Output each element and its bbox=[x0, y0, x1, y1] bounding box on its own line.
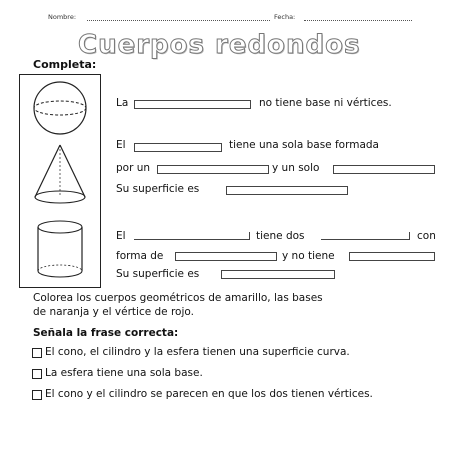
cono-line1-pre: El bbox=[116, 139, 126, 151]
cilindro-line1-mid: tiene dos bbox=[256, 230, 305, 242]
cilindro-line2-mid: y no tiene bbox=[282, 250, 335, 262]
completa-heading: Completa: bbox=[33, 58, 97, 71]
cono-blank-3[interactable] bbox=[333, 165, 435, 174]
fecha-field[interactable] bbox=[304, 14, 412, 21]
figures-panel bbox=[19, 74, 101, 288]
cono-line3-pre: Su superficie es bbox=[116, 183, 200, 195]
nombre-label: Nombre: bbox=[48, 13, 77, 21]
cilindro-blank-1[interactable] bbox=[134, 232, 250, 240]
cono-blank-4[interactable] bbox=[226, 186, 348, 195]
cilindro-line1-pre: El bbox=[116, 230, 126, 242]
cilindro-blank-5[interactable] bbox=[221, 270, 335, 279]
option-2-checkbox[interactable] bbox=[32, 369, 42, 379]
option-1-text: El cono, el cilindro y la esfera tienen una superficie curva. bbox=[45, 346, 350, 358]
cilindro-line3-pre: Su superficie es bbox=[116, 268, 200, 280]
cono-line2-pre: por un bbox=[116, 162, 151, 174]
option-2-text: La esfera tiene una sola base. bbox=[45, 367, 203, 379]
cilindro-blank-4[interactable] bbox=[349, 252, 435, 261]
page-title: Cuerpos redondos bbox=[78, 30, 361, 60]
cono-line2-mid: y un solo bbox=[272, 162, 320, 174]
colorea-line-2: de naranja y el vértice de rojo. bbox=[33, 306, 194, 318]
cylinder-figure bbox=[38, 221, 82, 277]
colorea-line-1: Colorea los cuerpos geométricos de amarillo, las bases bbox=[33, 292, 323, 304]
esfera-pre: La bbox=[116, 97, 129, 109]
cono-blank-1[interactable] bbox=[134, 143, 222, 152]
senala-heading: Señala la frase correcta: bbox=[33, 327, 179, 339]
esfera-blank[interactable] bbox=[134, 100, 251, 109]
figures-svg bbox=[20, 75, 100, 287]
nombre-field[interactable] bbox=[87, 14, 270, 21]
esfera-post: no tiene base ni vértices. bbox=[259, 97, 392, 109]
cilindro-blank-2[interactable] bbox=[321, 232, 410, 240]
cilindro-line2-pre: forma de bbox=[116, 250, 164, 262]
option-3-text: El cono y el cilindro se parecen en que los dos tienen vértices. bbox=[45, 388, 373, 400]
fecha-label: Fecha: bbox=[274, 13, 296, 21]
sphere-figure bbox=[34, 82, 86, 134]
cono-line1-post: tiene una sola base formada bbox=[229, 139, 379, 151]
cono-blank-2[interactable] bbox=[157, 165, 269, 174]
option-3-checkbox[interactable] bbox=[32, 390, 42, 400]
cilindro-blank-3[interactable] bbox=[175, 252, 277, 261]
cone-figure bbox=[35, 145, 85, 203]
cilindro-line1-post: con bbox=[417, 230, 436, 242]
option-1-checkbox[interactable] bbox=[32, 348, 42, 358]
